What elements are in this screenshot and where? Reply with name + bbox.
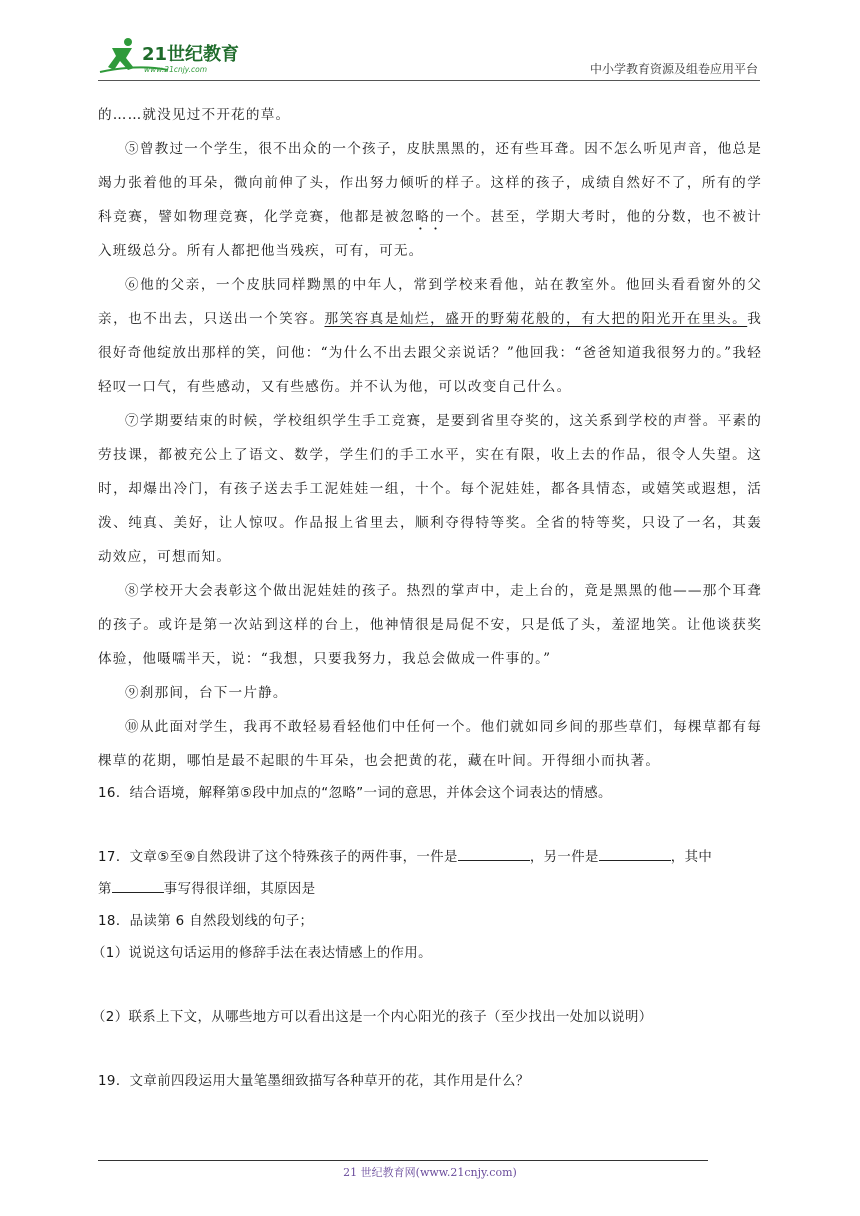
paragraph-6-part-a: ⑥他的父亲，一个皮肤同样黝黑的中年人，常到学校来看他，站在教室外。他回头看看窗外的父亲，也不出去，只送出一个笑容。 — [98, 277, 762, 327]
question-18-1: （1）说说这句话运用的修辞手法在表达情感上的作用。 — [92, 946, 432, 961]
question-18-2: （2）联系上下文，从哪些地方可以看出这是一个内心阳光的孩子（至少找出一处加以说明） — [92, 1010, 653, 1025]
question-17 — [98, 842, 762, 906]
q17-text-c: ，其中 — [670, 850, 713, 865]
header-divider — [98, 80, 760, 81]
page-header — [98, 34, 758, 78]
footer-divider — [98, 1160, 708, 1161]
answer-space-18-2 — [98, 1034, 762, 1066]
passage-continuation: 的……就没见过不开花的草。 — [98, 107, 291, 123]
site-logo — [98, 34, 258, 78]
blank-3[interactable] — [112, 878, 164, 893]
question-16: 16．结合语境，解释第⑤段中加点的“忽略”一词的意思，并体会这个词表达的情感。 — [98, 786, 612, 801]
answer-space-18-1 — [98, 970, 762, 1002]
logo-text: 21世纪教育 — [142, 44, 240, 65]
answer-space-16 — [98, 810, 762, 842]
q17-text-a: 17．文章⑤至⑨自然段讲了这个特殊孩子的两件事，一件是 — [98, 850, 458, 865]
emphasis-char-2: 略 — [415, 209, 431, 225]
question-18: 18．品读第 6 自然段划线的句子； — [98, 914, 314, 929]
emphasis-char-1: 忽 — [399, 209, 416, 225]
paragraph-5-part-a: ⑤曾教过一个学生，很不出众的一个孩子，皮肤黑黑的，还有些耳聋。因不怎么听见声音，他总是竭力张着他的耳朵，微向前伸了头，作出努力倾听的样子。这样的孩子，成绩自然好不了，所有的学科竞赛，譬如物理竞赛，化学竞赛，他都是被 — [98, 141, 762, 225]
footer-text: 21 世纪教育网(www.21cnjy.com) — [343, 1166, 517, 1179]
paragraph-8: ⑧学校开大会表彰这个做出泥娃娃的孩子。热烈的掌声中，走上台的，竟是黑黑的他——那个耳聋的孩子。或许是第一次站到这样的台上，他神情很是局促不安，只是低了头，羞涩地笑。让他谈获奖体验，他嗫嚅半天，说：“我想，只要我努力，我总会做成一件事的。” — [98, 583, 762, 667]
passage-and-questions — [92, 98, 763, 1098]
platform-name: 中小学教育资源及组卷应用平台 — [589, 62, 758, 76]
paragraph-5-part-b: 的一个。甚至，学期大考时，他的分数，也不被计入班级总分。所有人都把他当残疾，可有，可无。 — [98, 209, 763, 259]
q17-text-b: ，另一件是 — [529, 850, 599, 865]
paragraph-10: ⑩从此面对学生，我再不敢轻易看轻他们中任何一个。他们就如同乡间的那些草们，每棵草都有每棵草的花期，哪怕是最不起眼的牛耳朵，也会把黄的花，藏在叶间。开得细小而执著。 — [98, 719, 762, 769]
blank-2[interactable] — [599, 846, 671, 861]
paragraph-9: ⑨刹那间，台下一片静。 — [125, 685, 288, 701]
q17-text-e: 事写得很详细，其原因是 — [163, 882, 316, 897]
underlined-sentence: 那笑容真是灿烂，盛开的野菊花般的，有大把的阳光开在里头。 — [324, 311, 748, 327]
question-19: 19．文章前四段运用大量笔墨细致描写各种草开的花，其作用是什么？ — [98, 1074, 530, 1089]
paragraph-6-part-b: 我很好奇他绽放出那样的笑，问他：“为什么不出去跟父亲说话？”他回我：“爸爸知道我很努力的。”我轻轻叹一口气，有些感动，又有些感伤。并不认为他，可以改变自己什么。 — [98, 311, 762, 395]
logo-url: www.21cnjy.com — [144, 65, 208, 74]
q17-text-d: 第 — [98, 882, 112, 897]
paragraph-6 — [98, 268, 762, 404]
blank-1[interactable] — [458, 846, 530, 861]
paragraph-7: ⑦学期要结束的时候，学校组织学生手工竞赛，是要到省里夺奖的，这关系到学校的声誉。平素的劳技课，都被充公上了语文、数学，学生们的手工水平，实在有限，收上去的作品，很令人失望。这时，却爆出冷门，有孩子送去手工泥娃娃一组，十个。每个泥娃娃，都各具情态，或嬉笑或遐想，活泼、纯真、美好，让人惊叹。作品报上省里去，顺利夺得特等奖。全省的特等奖，只设了一名，其轰动效应，可想而知。 — [98, 413, 762, 565]
paragraph-5 — [98, 132, 762, 268]
